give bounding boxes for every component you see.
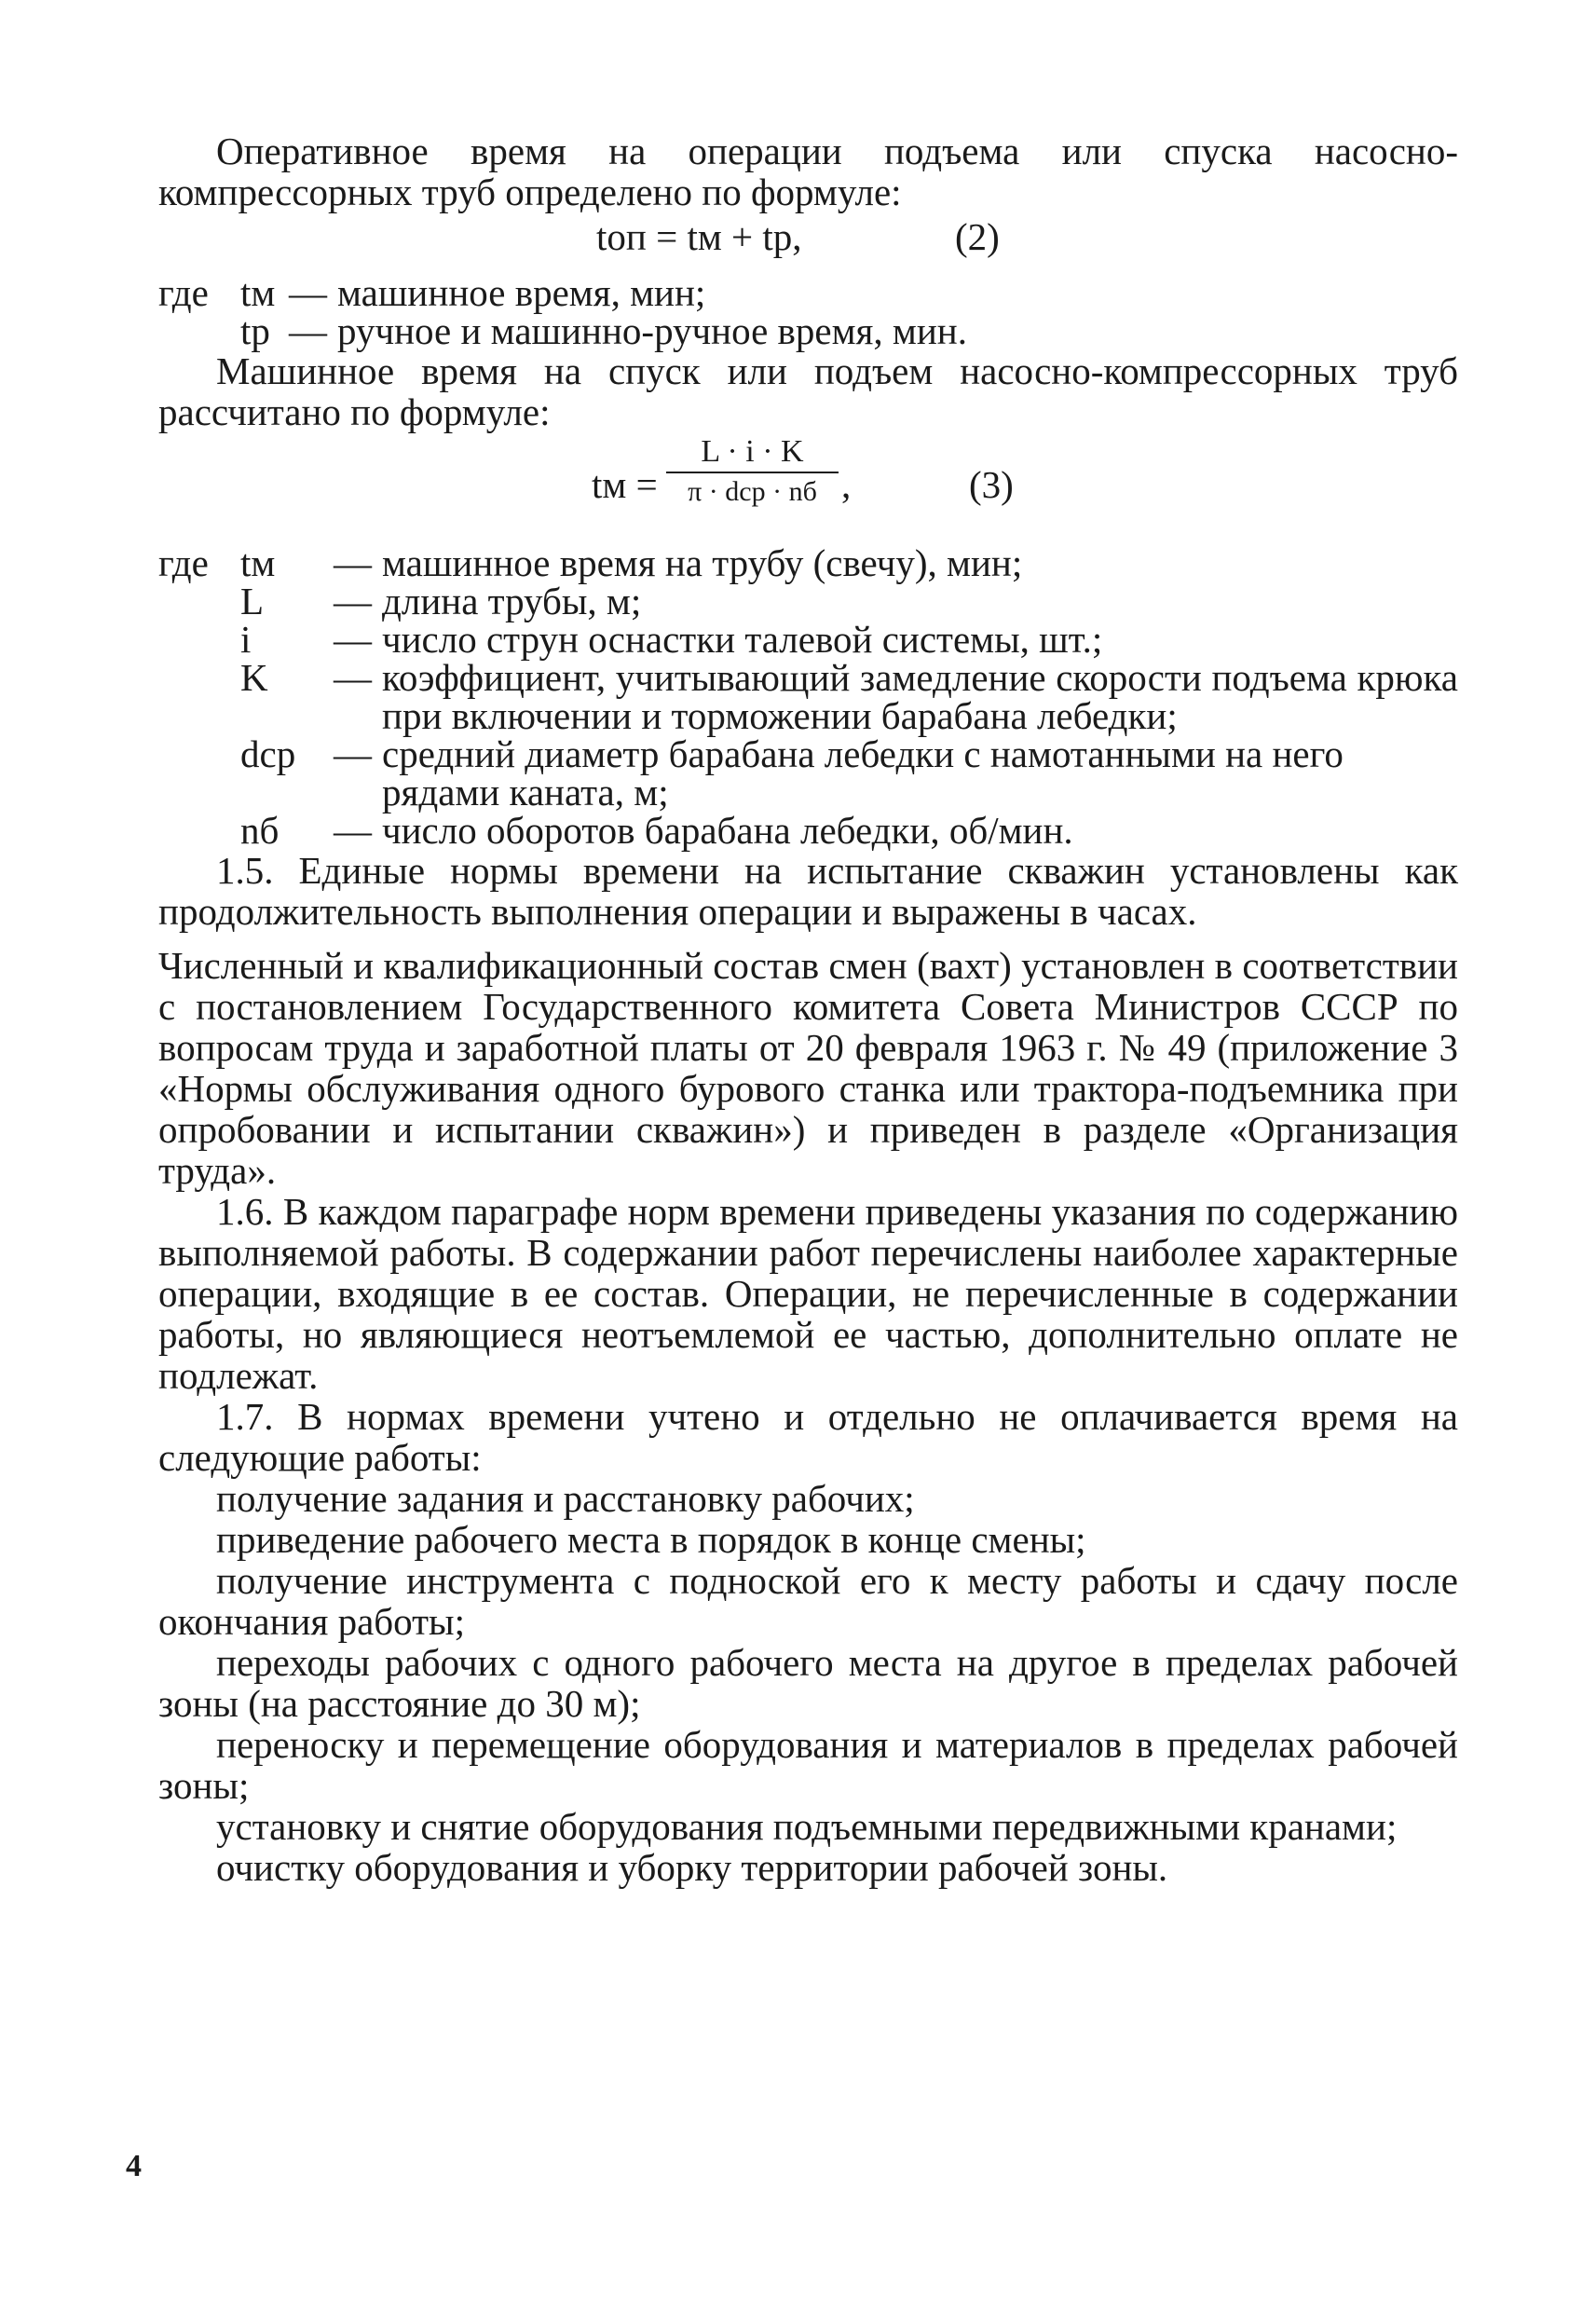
definitions-list-1 [158, 271, 1458, 352]
list-item: получение задания и расстановку рабочих; [216, 1477, 915, 1520]
paragraph-intro-2: Машинное время на спуск или подъем насосно-компрессорных труб рассчитано по формуле: [158, 349, 1458, 433]
definition-dash: — [334, 618, 372, 661]
paragraph-1-5-staffing: Численный и квалификационный состав смен (вахт) установлен в соответствии с постановлением Государственного комитета Совета Министров СССР по вопросам труда и заработной платы от 20 февраля 1963 г. № 49 (приложение 3 «Нормы обслуживания одного бурового станка или трактора-подъемника при опробовании и испытании скважин») и приведен в разделе «Организация труда». [158, 944, 1458, 1192]
definition-symbol: tр [240, 309, 270, 352]
formula-2 [158, 212, 1458, 274]
definition-dash: — [334, 809, 372, 852]
paragraph-1-7: 1.7. В нормах времени учтено и отдельно не оплачивается время на следующие работы: [158, 1395, 1458, 1479]
where-prefix [158, 812, 240, 850]
where-prefix [158, 582, 240, 621]
where-prefix [158, 735, 240, 812]
text-column [158, 130, 1458, 1888]
definition-symbol: tм [240, 271, 276, 314]
paragraph-gap [158, 932, 1458, 945]
definition-dash: — [289, 309, 327, 352]
list-item: очистку оборудования и уборку территории рабочей зоны. [216, 1846, 1168, 1889]
definition-dash: — [334, 732, 372, 775]
formula-3-fraction [666, 432, 839, 511]
definition-symbol: L [240, 580, 265, 622]
definition-text: машинное время на трубу (свечу), мин; [382, 541, 1023, 584]
definition-dash: — [289, 271, 327, 314]
where-prefix: где [158, 541, 209, 584]
definition-symbol: i [240, 618, 252, 661]
where-prefix [158, 621, 240, 659]
page-number: 4 [126, 2149, 142, 2183]
where-prefix: где [158, 271, 209, 314]
paragraph-1-6: 1.6. В каждом параграфе норм времени приведены указания по содержанию выполняемой работы. В содержании работ перечислены наиболее характерные операции, входящие в ее состав. Операции, не перечисленные в содержании работы, но являющиеся неотъемлемой ее частью, дополнительно оплате не подлежат. [158, 1190, 1458, 1397]
definition-symbol: dср [240, 732, 296, 775]
definition-dash: — [334, 580, 372, 622]
paragraph-1-5: 1.5. Единые нормы времени на испытание скважин установлены как продолжительность выполнения операции и выражены в часах. [158, 849, 1458, 933]
list-item: установку и снятие оборудования подъемными передвижными кранами; [216, 1805, 1398, 1848]
formula-3-denominator: π · dср · nб [688, 476, 817, 507]
definition-dash: — [334, 656, 372, 699]
definition-text: средний диаметр барабана лебедки с намотанными на него рядами каната, м; [382, 732, 1344, 814]
formula-2-expression: tоп = tм + tр, [596, 215, 802, 258]
definitions-list-2 [158, 541, 1458, 852]
list-item: переходы рабочих с одного рабочего места на другое в пределах рабочей зоны (на расстояние до 30 м); [158, 1641, 1458, 1725]
definition-text: число струн оснастки талевой системы, шт.; [382, 618, 1103, 661]
formula-3 [158, 432, 1458, 544]
list-item: получение инструмента с подноской его к месту работы и сдачу после окончания работы; [158, 1559, 1458, 1643]
where-prefix [158, 659, 240, 735]
paragraph-intro-1: Оперативное время на операции подъема или спуска насосно-компрессорных труб определено по формуле: [158, 130, 1458, 213]
formula-3-numerator: L · i · K [666, 432, 839, 473]
definition-text: машинное время, мин; [337, 271, 706, 314]
formula-3-number: (3) [969, 463, 1014, 506]
definition-text: длина трубы, м; [382, 580, 642, 622]
definition-symbol: nб [240, 809, 280, 852]
list-item: приведение рабочего места в порядок в конце смены; [216, 1518, 1086, 1561]
definition-symbol: K [240, 656, 268, 699]
definition-text: число оборотов барабана лебедки, об/мин. [382, 809, 1073, 852]
included-work-list [158, 1478, 1458, 1888]
where-prefix [158, 312, 240, 350]
definition-dash: — [334, 541, 372, 584]
definition-text: коэффициент, учитывающий замедление скорости подъема крюка при включении и торможении барабана лебедки; [382, 656, 1458, 737]
formula-2-number: (2) [955, 215, 1000, 258]
list-item: переноску и перемещение оборудования и материалов в пределах рабочей зоны; [158, 1723, 1458, 1807]
definition-symbol: tм [240, 541, 276, 584]
formula-3-lhs: tм = [592, 463, 658, 506]
definition-text: ручное и машинно-ручное время, мин. [337, 309, 967, 352]
formula-3-comma: , [841, 463, 852, 506]
